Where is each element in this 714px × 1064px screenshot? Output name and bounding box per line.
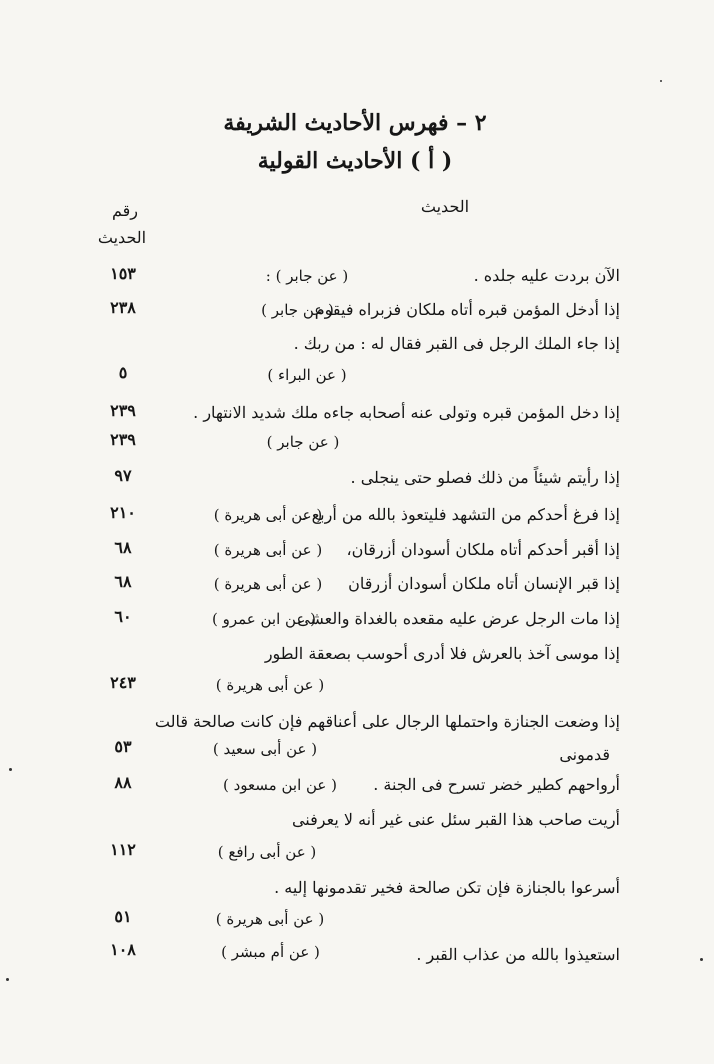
scan-speck: [660, 80, 662, 82]
hadith-number: ٢٤٣: [110, 673, 136, 692]
hadith-number: ٢٣٨: [110, 298, 136, 317]
hadith-attribution: ( عن جابر ): [261, 301, 334, 319]
hadith-number: ٢٣٩: [110, 401, 136, 420]
hadith-text: أريت صاحب هذا القبر سئل عنى غير أنه لا يعرفنى: [291, 810, 620, 829]
column-header-number-line2: الحديث: [97, 228, 147, 247]
hadith-number: ٦٨: [114, 538, 132, 557]
scan-speck: [9, 768, 12, 771]
hadith-attribution: ( عن جابر ) :: [265, 267, 349, 285]
hadith-text: إذا قبر الإنسان أتاه ملكان أسودان أزرقان: [348, 574, 620, 593]
column-header-hadith: الحديث: [420, 197, 470, 216]
hadith-text: إذا مات الرجل عرض عليه مقعده بالغداة والعشى: [297, 609, 620, 628]
hadith-number: ٥٣: [114, 737, 132, 756]
hadith-attribution: ( عن أبى هريرة ): [213, 506, 323, 524]
hadith-attribution: ( عن أبى هريرة ): [213, 575, 323, 593]
hadith-attribution: ( عن أبى هريرة ): [213, 541, 323, 559]
hadith-text: إذا دخل المؤمن قبره وتولى عنه أصحابه جاءه ملك شديد الانتهار .: [193, 403, 620, 422]
hadith-attribution: ( عن أبى سعيد ): [212, 740, 318, 758]
hadith-text: أرواحهم كطير خضر تسرح فى الجنة .: [373, 775, 620, 794]
hadith-text: إذا جاء الملك الرجل فى القبر فقال له : من ربك .: [293, 334, 620, 353]
hadith-number: ١٥٣: [110, 264, 136, 283]
scan-speck: [6, 978, 9, 981]
hadith-attribution: ( عن البراء ): [267, 366, 347, 384]
hadith-attribution: ( عن أبى رافع ): [217, 843, 317, 861]
page-title: ٢ – فهرس الأحاديث الشريفة: [223, 110, 487, 136]
hadith-number: ٨٨: [114, 773, 132, 792]
hadith-text: إذا موسى آخذ بالعرش فلا أدرى أحوسب بصعقة الطور: [264, 644, 620, 663]
hadith-attribution: ( عن أبى هريرة ): [215, 910, 325, 928]
hadith-text: إذا رأيتم شيئاً من ذلك فصلو حتى ينجلى .: [350, 468, 620, 487]
hadith-text: الآن بردت عليه جلده .: [473, 266, 620, 285]
hadith-attribution: ( عن ابن عمرو ): [211, 610, 317, 628]
hadith-text: إذا أقبر أحدكم أتاه ملكان أسودان أزرقان،: [346, 540, 620, 559]
hadith-number: ٩٧: [114, 466, 132, 485]
hadith-number: ٦٨: [114, 572, 132, 591]
hadith-number: ٦٠: [114, 607, 132, 626]
hadith-text: إذا فرغ أحدكم من التشهد فليتعوذ بالله من أربع .: [301, 505, 620, 524]
hadith-text: إذا وضعت الجنازة واحتملها الرجال على أعناقهم فإن كانت صالحة قالت: [154, 712, 620, 731]
column-header-number-line1: رقم: [111, 201, 139, 220]
hadith-text: قدمونى: [559, 745, 610, 764]
hadith-text: إذا أدخل المؤمن قبره أتاه ملكان فزبراه فيقوم: [314, 300, 620, 319]
hadith-text: أسرعوا بالجنازة فإن تكن صالحة فخير تقدمونها إليه .: [274, 878, 620, 897]
hadith-number: ٢٣٩: [110, 430, 136, 449]
hadith-attribution: ( عن أم مبشر ): [221, 943, 320, 961]
section-title: ( أ ) الأحاديث القولية: [257, 148, 453, 174]
hadith-number: ٥: [118, 363, 128, 382]
hadith-text: استعيذوا بالله من عذاب القبر .: [416, 945, 620, 964]
hadith-attribution: ( عن أبى هريرة ): [215, 676, 325, 694]
hadith-number: ٥١: [114, 907, 132, 926]
hadith-attribution: ( عن جابر ): [266, 433, 340, 451]
scan-speck: [700, 958, 703, 961]
hadith-number: ٢١٠: [110, 503, 136, 522]
hadith-number: ١٠٨: [110, 940, 136, 959]
hadith-number: ١١٢: [110, 840, 136, 859]
hadith-attribution: ( عن ابن مسعود ): [223, 776, 337, 794]
